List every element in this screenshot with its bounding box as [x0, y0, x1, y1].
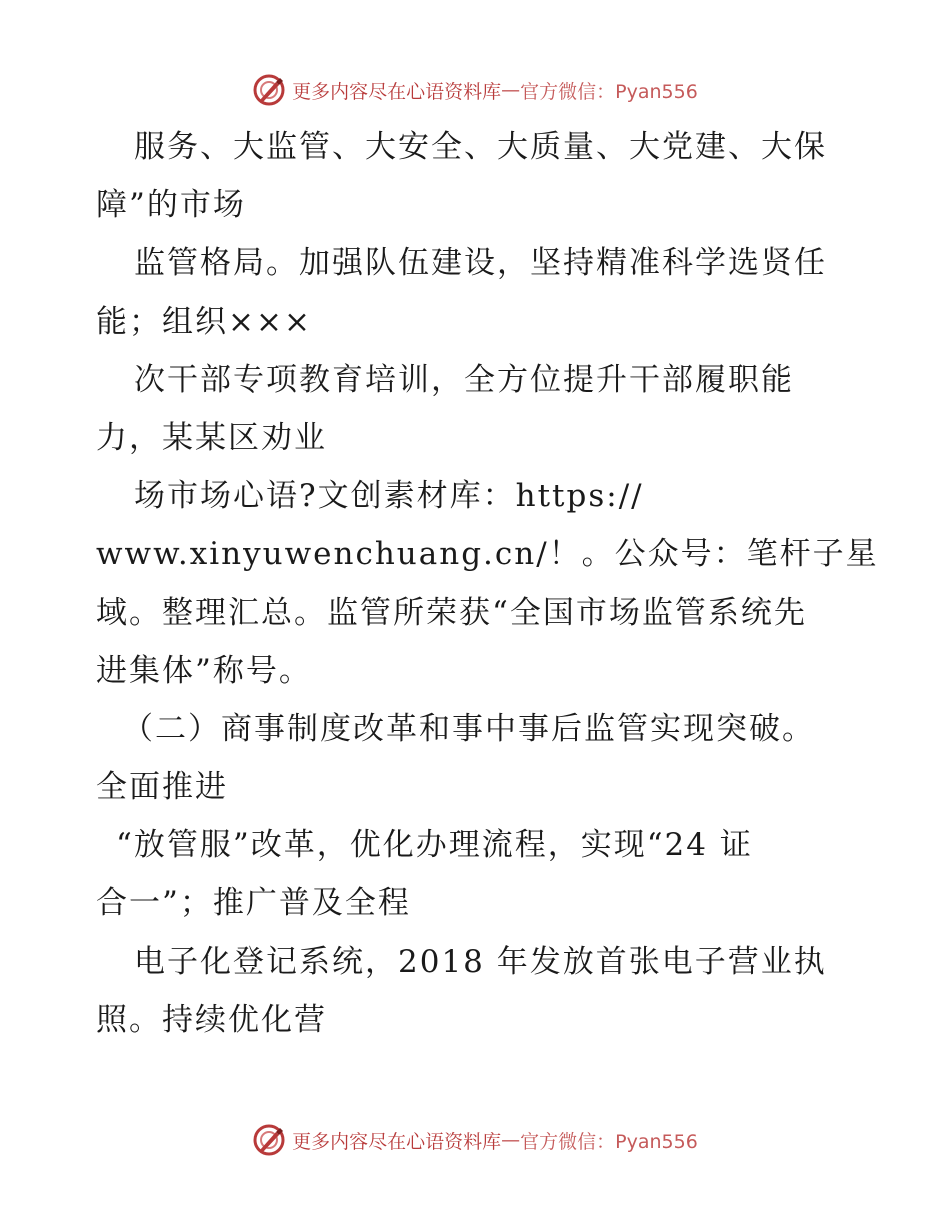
text-line: 力，某某区劝业 [96, 419, 327, 456]
text-line: “放管服”改革，优化办理流程，实现“24 证 [116, 827, 753, 864]
text-line: 全面推进 [96, 769, 228, 806]
brush-logo-icon [252, 1123, 286, 1157]
header-separator: — [501, 79, 521, 101]
text-line: 监管格局。加强队伍建设，坚持精准科学选贤任 [134, 245, 827, 282]
footer-banner [0, 1120, 950, 1160]
header-banner [0, 70, 950, 110]
footer-contact: 官方微信：Pyan556 [520, 1130, 698, 1153]
text-line: 障”的市场 [96, 187, 246, 224]
footer-title: 更多内容尽在心语资料库 [292, 1130, 502, 1153]
text-line: 合一”；推广普及全程 [96, 885, 411, 922]
text-line: 电子化登记系统，2018 年发放首张电子营业执 [134, 943, 827, 980]
text-line: 照。持续优化营 [96, 1001, 327, 1038]
brush-logo-icon [252, 73, 286, 107]
section-heading-line: （二）商事制度改革和事中事后监管实现突破。 [122, 710, 815, 747]
header-contact: 官方微信：Pyan556 [520, 80, 698, 103]
text-line: 次干部专项教育培训，全方位提升干部履职能 [134, 361, 794, 398]
text-line: 能；组织××× [96, 303, 312, 340]
text-line: 场市场心语?文创素材库：https:// [134, 478, 644, 515]
text-line: www.xinyuwenchuang.cn/！。公众号：笔杆子星 [96, 536, 879, 573]
document-body [96, 118, 879, 1049]
footer-separator: — [501, 1129, 521, 1151]
text-line: 域。整理汇总。监管所荣获“全国市场监管系统先 [96, 594, 807, 631]
text-line: 进集体”称号。 [96, 652, 312, 689]
header-title: 更多内容尽在心语资料库 [292, 80, 502, 103]
text-line: 服务、大监管、大安全、大质量、大党建、大保 [134, 129, 827, 165]
